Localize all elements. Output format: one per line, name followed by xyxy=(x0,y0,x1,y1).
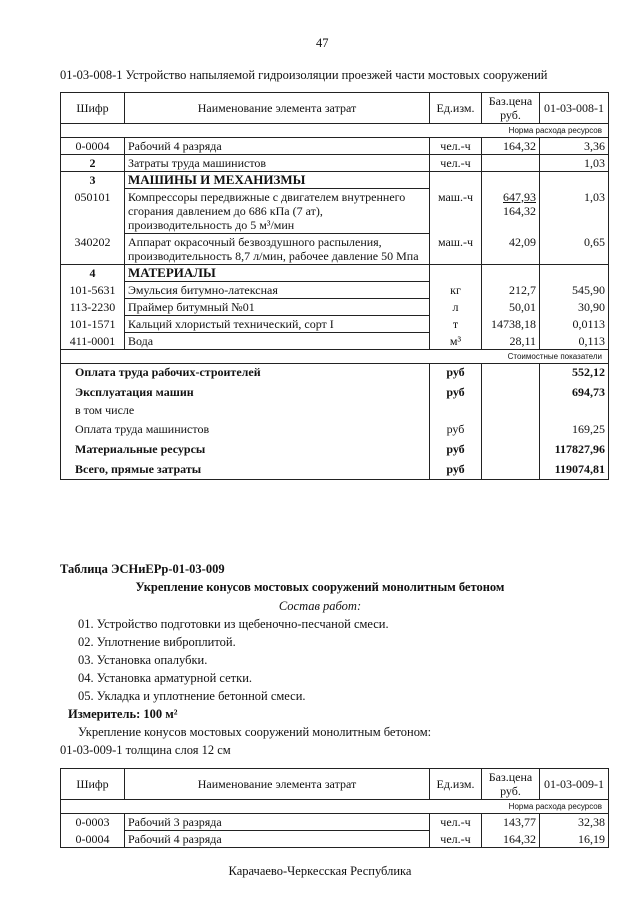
col-unit: Ед.изм. xyxy=(430,769,482,800)
norm-caption: Норма расхода ресурсов xyxy=(61,800,609,814)
row-unit: кг xyxy=(430,282,482,299)
cost-row xyxy=(61,364,609,381)
row-code: 101-1571 xyxy=(61,316,125,333)
cost-unit: руб xyxy=(430,364,482,381)
row-unit: маш.-ч xyxy=(430,189,482,234)
row-unit: чел.-ч xyxy=(430,155,482,172)
cost-name: Оплата труда машинистов xyxy=(61,418,430,437)
cost-unit: руб xyxy=(430,457,482,480)
subtitle: 01-03-009-1 толщина слоя 12 см xyxy=(60,743,231,757)
cost-value: 117827,96 xyxy=(540,437,609,457)
row-price: 164,32 xyxy=(482,138,540,155)
row-unit: л xyxy=(430,299,482,316)
cost-value: 694,73 xyxy=(540,380,609,400)
row-code: 101-5631 xyxy=(61,282,125,299)
cost-value: 119074,81 xyxy=(540,457,609,480)
work-item: 03. Установка опалубки. xyxy=(78,653,208,667)
cost-name: Эксплуатация машин xyxy=(61,380,430,400)
cost-row xyxy=(61,457,609,480)
row-code: 2 xyxy=(61,155,125,172)
row-code: 0-0004 xyxy=(61,138,125,155)
row-unit: чел.-ч xyxy=(430,814,482,831)
work-item: 02. Уплотнение виброплитой. xyxy=(78,635,236,649)
row-code: 0-0003 xyxy=(61,814,125,831)
row-name: Кальций хлористый технический, сорт I xyxy=(125,316,430,333)
meter: Измеритель: 100 м² xyxy=(68,707,178,721)
col-norm: 01-03-009-1 xyxy=(540,769,609,800)
page-number: 47 xyxy=(316,36,329,50)
col-code: Шифр xyxy=(61,93,125,124)
row-price: 647,93 164,32 xyxy=(482,189,540,234)
row-name: Компрессоры передвижные с двигателем внутреннего сгорания давлением до 686 кПа (7 ат), производительность до 5 м³/мин xyxy=(125,189,430,234)
work-item: 01. Устройство подготовки из щебеночно-песчаной смеси. xyxy=(78,617,389,631)
col-code: Шифр xyxy=(61,769,125,800)
row-name: Вода xyxy=(125,333,430,350)
col-name: Наименование элемента затрат xyxy=(125,93,430,124)
cost-unit: руб xyxy=(430,380,482,400)
row-unit: чел.-ч xyxy=(430,831,482,848)
row-norm: 0,113 xyxy=(540,333,609,350)
cost-name: Материальные ресурсы xyxy=(61,437,430,457)
row-code: 113-2230 xyxy=(61,299,125,316)
table-row xyxy=(61,333,609,350)
row-name: Праймер битумный №01 xyxy=(125,299,430,316)
table-row xyxy=(61,814,609,831)
row-norm: 3,36 xyxy=(540,138,609,155)
work-item: 04. Установка арматурной сетки. xyxy=(78,671,253,685)
row-name: Аппарат окрасочный безвоздушного распыления, производительность 8,7 л/мин, рабочее давление 50 Мпа xyxy=(125,234,430,265)
table-row xyxy=(61,138,609,155)
table-row xyxy=(61,282,609,299)
cost-row xyxy=(61,437,609,457)
row-norm: 32,38 xyxy=(540,814,609,831)
table-row xyxy=(61,316,609,333)
row-unit: м³ xyxy=(430,333,482,350)
row-norm: 0,65 xyxy=(540,234,609,265)
cost-caption: Стоимостные показатели xyxy=(61,350,609,364)
col-price: Баз.цена руб. xyxy=(482,769,540,800)
row-unit: т xyxy=(430,316,482,333)
table-header xyxy=(61,769,609,800)
col-unit: Ед.изм. xyxy=(430,93,482,124)
row-price: 14738,18 xyxy=(482,316,540,333)
row-code: 340202 xyxy=(61,234,125,265)
cost-row xyxy=(61,380,609,400)
row-price: 28,11 xyxy=(482,333,540,350)
cost-row xyxy=(61,418,609,437)
resource-table-1 xyxy=(60,92,609,480)
row-name: Рабочий 4 разряда xyxy=(125,138,430,155)
row-norm: 0,0113 xyxy=(540,316,609,333)
section-heading: Укрепление конусов мостовых сооружений монолитным бетоном xyxy=(135,580,505,594)
table-row xyxy=(61,155,609,172)
cost-value: 169,25 xyxy=(540,418,609,437)
row-unit: маш.-ч xyxy=(430,234,482,265)
cost-unit: руб xyxy=(430,437,482,457)
row-name: МАТЕРИАЛЫ xyxy=(125,265,430,282)
row-code: 0-0004 xyxy=(61,831,125,848)
row-norm: 1,03 xyxy=(540,189,609,234)
work-item: 05. Укладка и уплотнение бетонной смеси. xyxy=(78,689,306,703)
table-row xyxy=(61,172,609,189)
cost-name: в том числе xyxy=(61,400,430,418)
table-header xyxy=(61,93,609,124)
cost-row xyxy=(61,400,609,418)
resource-table-2 xyxy=(60,768,609,848)
works-caption: Состав работ: xyxy=(278,599,362,613)
col-norm: 01-03-008-1 xyxy=(540,93,609,124)
row-name: Рабочий 4 разряда xyxy=(125,831,430,848)
row-price: 212,7 xyxy=(482,282,540,299)
row-code: 050101 xyxy=(61,189,125,234)
norm-caption: Норма расхода ресурсов xyxy=(61,124,609,138)
cost-unit: руб xyxy=(430,418,482,437)
row-price xyxy=(482,155,540,172)
row-norm: 16,19 xyxy=(540,831,609,848)
footer: Карачаево-Черкесская Республика xyxy=(228,864,412,878)
cost-name: Всего, прямые затраты xyxy=(61,457,430,480)
row-name: Рабочий 3 разряда xyxy=(125,814,430,831)
table-title: Таблица ЭСНиЕРр-01-03-009 xyxy=(60,562,225,576)
row-name: Затраты труда машинистов xyxy=(125,155,430,172)
col-name: Наименование элемента затрат xyxy=(125,769,430,800)
row-price: 50,01 xyxy=(482,299,540,316)
row-code: 4 xyxy=(61,265,125,282)
row-price: 42,09 xyxy=(482,234,540,265)
table-row xyxy=(61,234,609,265)
section-title: 01-03-008-1 Устройство напыляемой гидроизоляции проезжей части мостовых сооружений xyxy=(60,68,548,82)
row-name: Эмульсия битумно-латексная xyxy=(125,282,430,299)
row-norm: 545,90 xyxy=(540,282,609,299)
row-code: 3 xyxy=(61,172,125,189)
row-norm: 30,90 xyxy=(540,299,609,316)
col-price: Баз.цена руб. xyxy=(482,93,540,124)
description: Укрепление конусов мостовых сооружений монолитным бетоном: xyxy=(78,725,432,739)
row-price: 143,77 xyxy=(482,814,540,831)
row-unit: чел.-ч xyxy=(430,138,482,155)
table-row xyxy=(61,299,609,316)
row-name: МАШИНЫ И МЕХАНИЗМЫ xyxy=(125,172,430,189)
cost-value: 552,12 xyxy=(540,364,609,381)
cost-name: Оплата труда рабочих-строителей xyxy=(61,364,430,381)
row-norm: 1,03 xyxy=(540,155,609,172)
table-row xyxy=(61,831,609,848)
row-price: 164,32 xyxy=(482,831,540,848)
row-code: 411-0001 xyxy=(61,333,125,350)
table-row xyxy=(61,189,609,234)
table-row xyxy=(61,265,609,282)
